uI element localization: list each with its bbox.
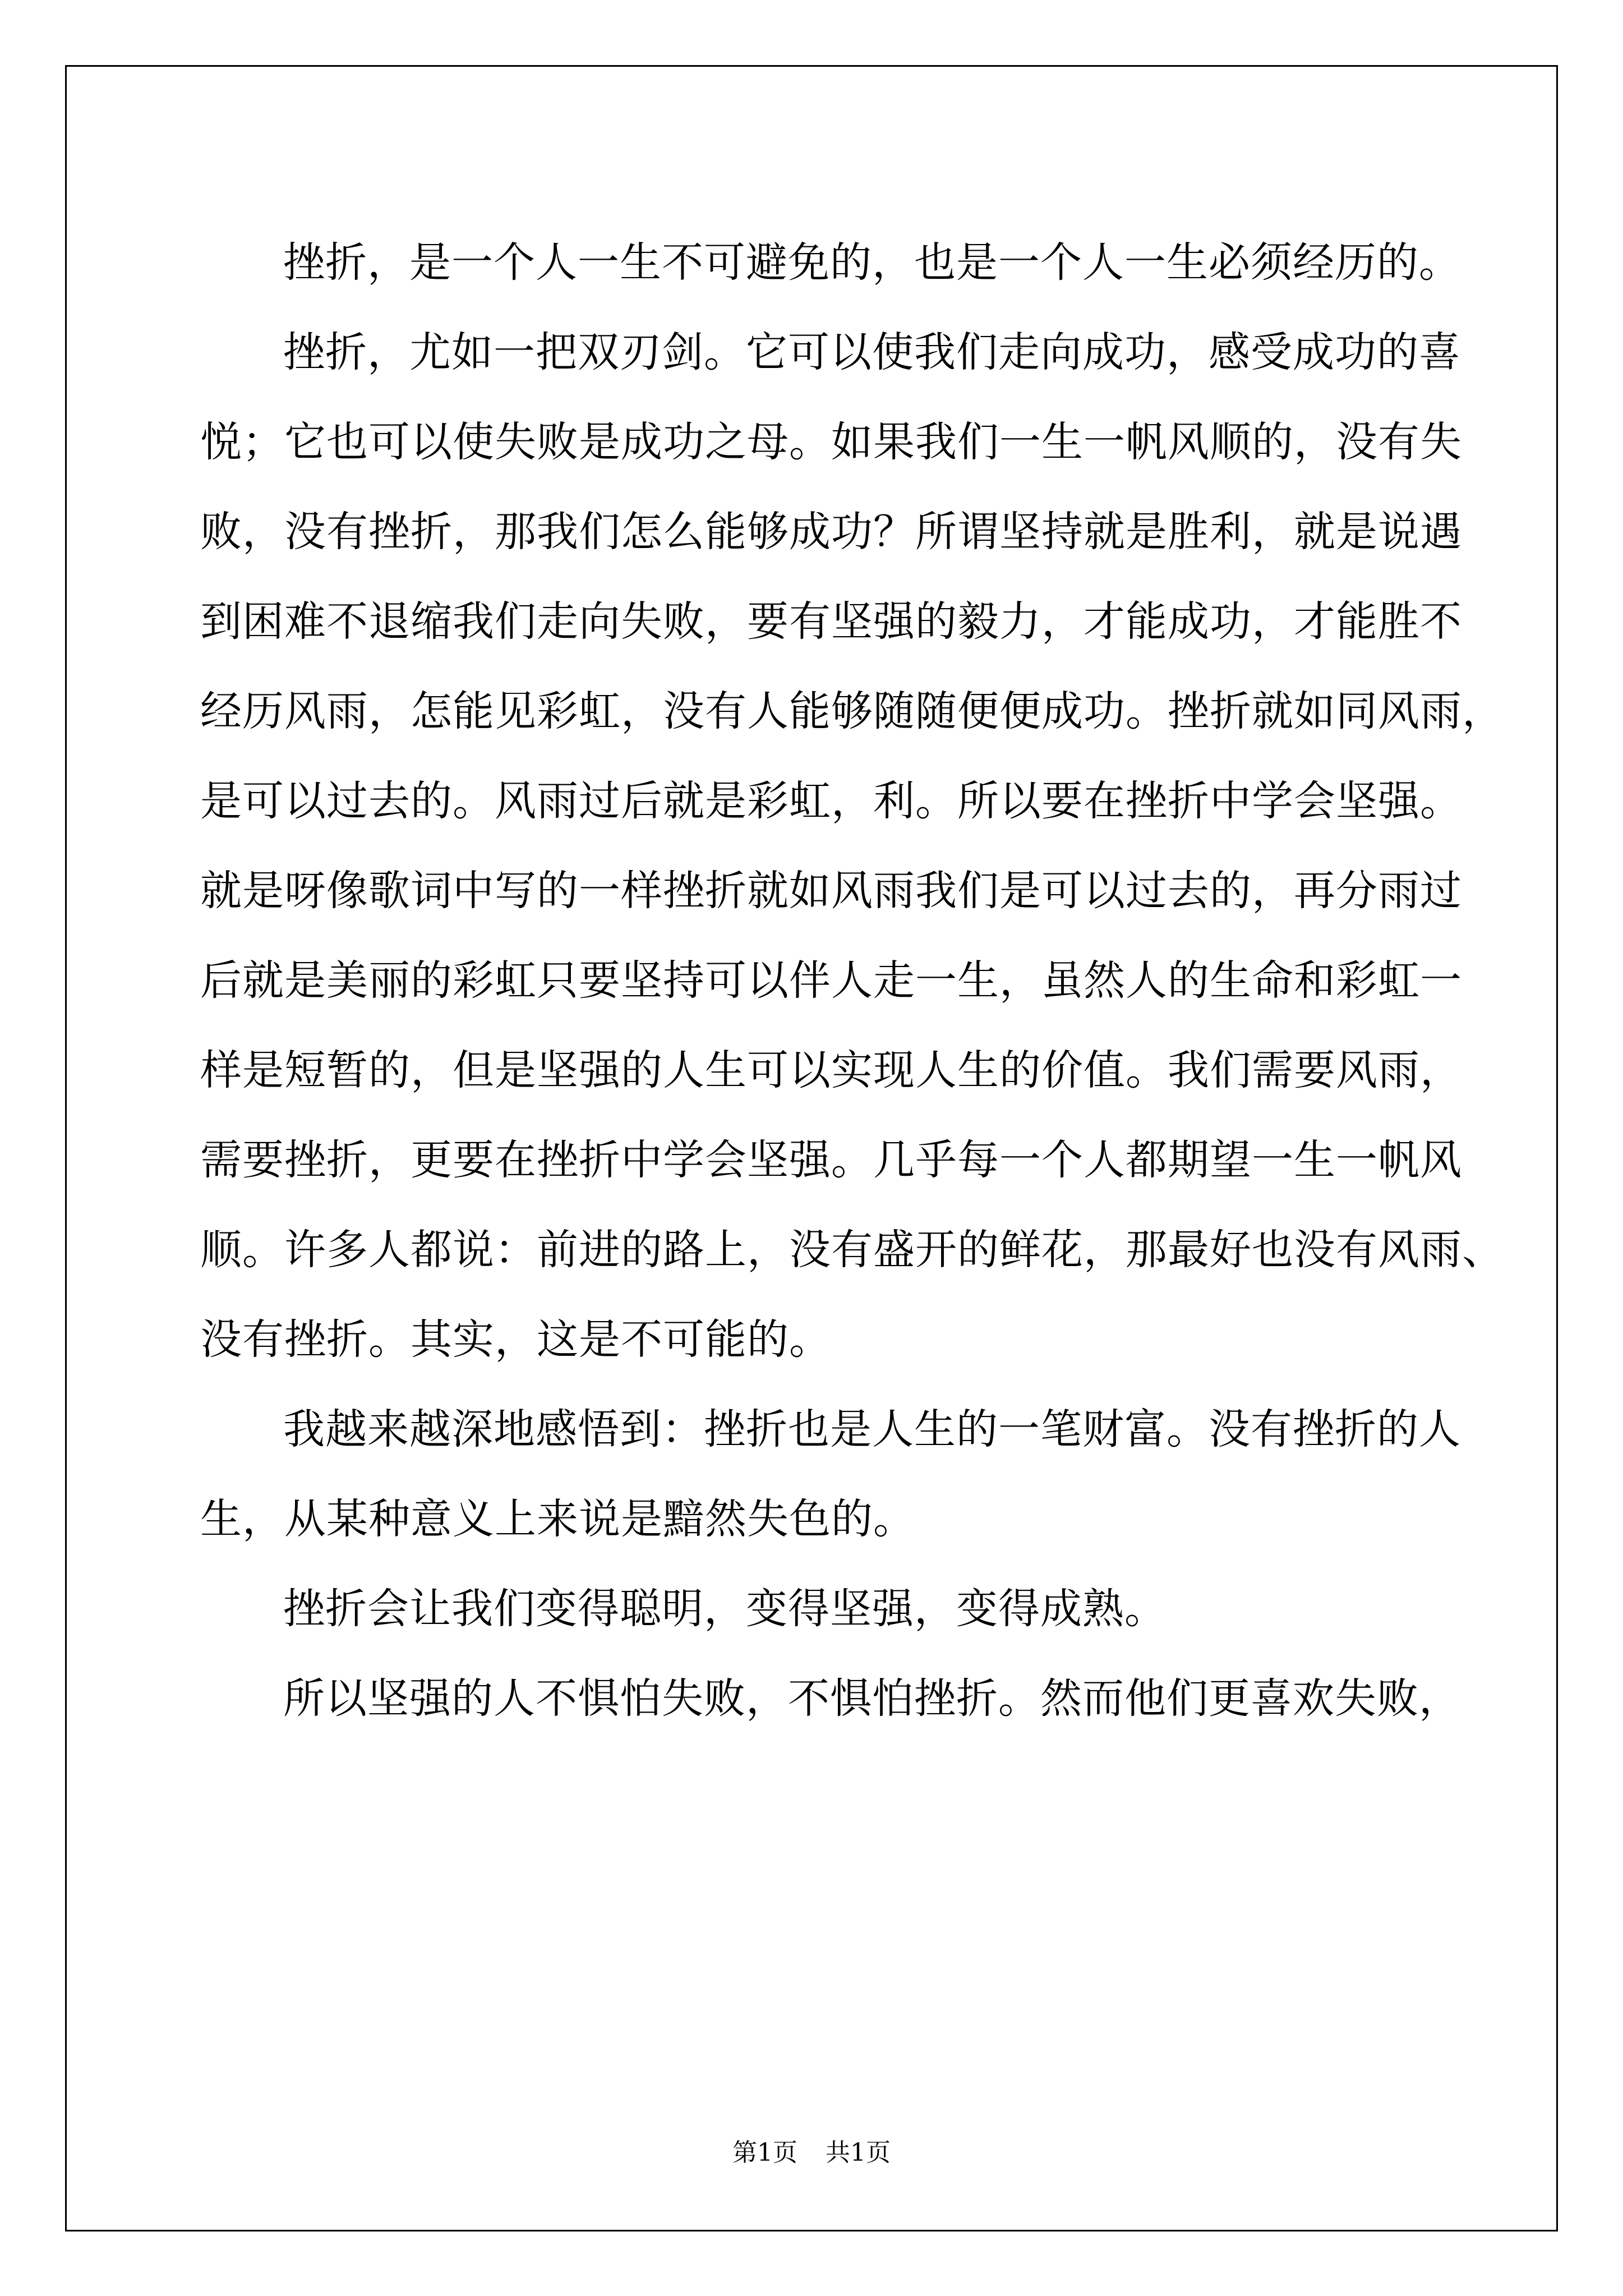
- text-line-7: 是可以过去的。风雨过后就是彩虹，利。所以要在挫折中学会坚强。: [200, 777, 1462, 825]
- text-line-6: 经历风雨，怎能见彩虹，没有人能够随随便便成功。挫折就如同风雨，: [200, 687, 1504, 735]
- text-line-15: 生，从某种意义上来说是黯然失色的。: [200, 1495, 915, 1543]
- text-line-17: 所以坚强的人不惧怕失败，不惧怕挫折。然而他们更喜欢失败，: [283, 1674, 1461, 1723]
- page-number-total: 共1页: [826, 2138, 891, 2167]
- text-line-16: 挫折会让我们变得聪明，变得坚强，变得成熟。: [283, 1585, 1166, 1633]
- document-body: [200, 218, 1504, 1743]
- text-line-2: 挫折，尤如一把双刃剑。它可以使我们走向成功，感受成功的喜: [283, 328, 1461, 376]
- text-line-14: 我越来越深地感悟到：挫折也是人生的一笔财富。没有挫折的人: [283, 1405, 1461, 1453]
- text-line-11: 需要挫折，更要在挫折中学会坚强。几乎每一个人都期望一生一帆风: [200, 1136, 1462, 1184]
- page-number-current: 第1页: [732, 2138, 797, 2167]
- text-line-12: 顺。许多人都说：前进的路上，没有盛开的鲜花，那最好也没有风雨、: [200, 1226, 1504, 1274]
- text-line-10: 样是短暂的，但是坚强的人生可以实现人生的价值。我们需要风雨，: [200, 1046, 1462, 1094]
- text-line-9: 后就是美丽的彩虹只要坚持可以伴人走一生，虽然人的生命和彩虹一: [200, 956, 1462, 1005]
- text-line-5: 到困难不退缩我们走向失败，要有坚强的毅力，才能成功，才能胜不: [200, 597, 1462, 646]
- page-footer: [0, 2136, 1623, 2170]
- text-line-13: 没有挫折。其实，这是不可能的。: [200, 1315, 831, 1364]
- text-line-8: 就是呀像歌词中写的一样挫折就如风雨我们是可以过去的，再分雨过: [200, 867, 1462, 915]
- text-line-1: 挫折，是一个人一生不可避免的，也是一个人一生必须经历的。: [283, 238, 1461, 287]
- text-line-3: 悦；它也可以使失败是成功之母。如果我们一生一帆风顺的，没有失: [200, 418, 1462, 466]
- text-line-4: 败，没有挫折，那我们怎么能够成功？所谓坚持就是胜利，就是说遇: [200, 508, 1462, 556]
